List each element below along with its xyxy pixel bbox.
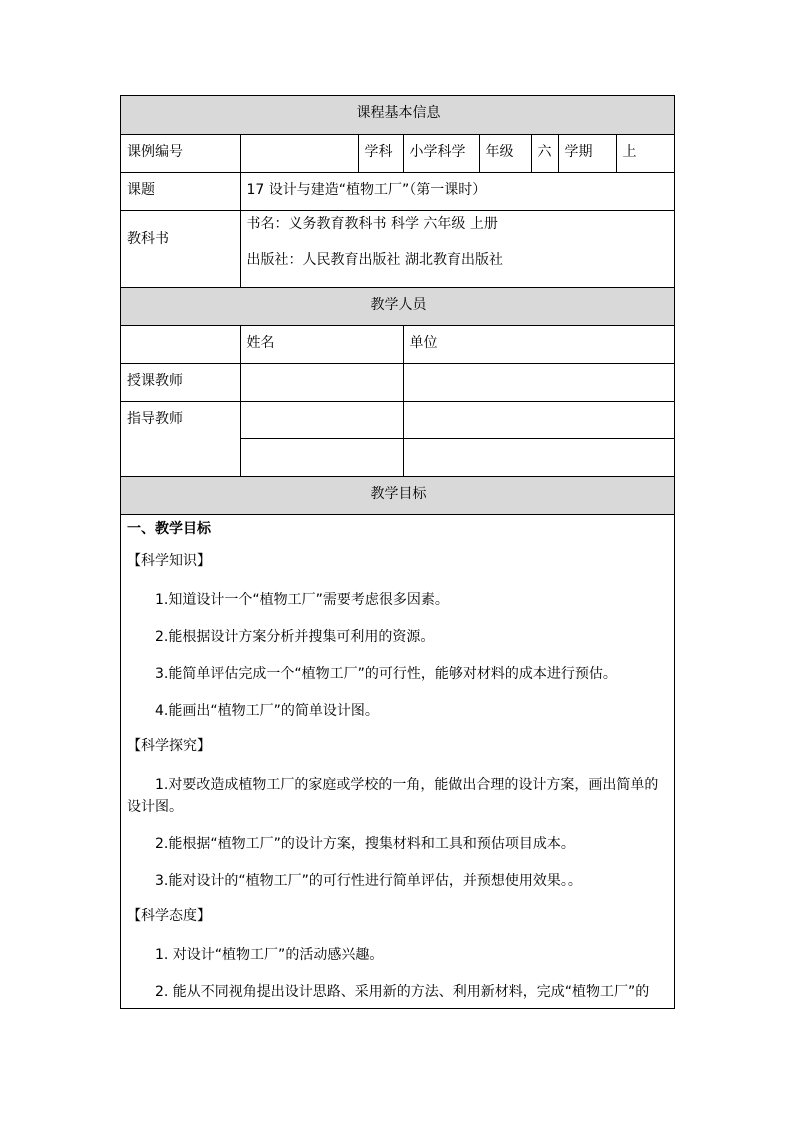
subject-value: 小学科学: [403, 134, 479, 172]
knowledge-item: 4.能画出“植物工厂”的简单设计图。: [155, 702, 379, 719]
advisor-unit-cell-2: [403, 438, 675, 476]
grade-value: 六: [531, 134, 558, 172]
teacher-label: 授课教师: [121, 363, 240, 401]
objectives-content: [121, 514, 674, 1003]
inquiry-item: 1.对要改造成植物工厂的家庭或学校的一角，能做出合理的设计方案，画出简单的设计图。: [127, 776, 659, 815]
course-code-label: 课例编号: [121, 134, 240, 172]
textbook-info: [240, 210, 675, 287]
teacher-unit-cell: [403, 363, 675, 401]
advisor-name-cell-2: [240, 438, 403, 476]
knowledge-item: 1.知道设计一个“植物工厂”需要考虑很多因素。: [155, 591, 449, 608]
knowledge-item: 2.能根据设计方案分析并搜集可利用的资源。: [155, 628, 435, 645]
section-header-basic-info: 课程基本信息: [121, 96, 675, 134]
basic-info-table: [121, 96, 675, 515]
advisor-label: 指导教师: [121, 401, 240, 476]
knowledge-item: 3.能简单评估完成一个“植物工厂”的可行性，能够对材料的成本进行预估。: [155, 665, 617, 682]
textbook-label: 教科书: [121, 210, 240, 287]
attitude-section-title: 【科学态度】: [127, 907, 211, 924]
attitude-item: 1. 对设计“植物工厂”的活动感兴趣。: [155, 946, 384, 963]
teacher-name-cell: [240, 363, 403, 401]
staff-corner-cell: [121, 325, 240, 363]
staff-unit-header: 单位: [403, 325, 675, 363]
section-header-objectives: 教学目标: [121, 476, 675, 514]
objectives-heading: 一、教学目标: [127, 520, 211, 537]
textbook-name: 书名：义务教育教科书 科学 六年级 上册: [246, 215, 498, 232]
lesson-plan-document: [120, 95, 675, 1009]
topic-value: 17 设计与建造“植物工厂”（第一课时）: [240, 172, 675, 210]
subject-label: 学科: [358, 134, 403, 172]
advisor-unit-cell-1: [403, 401, 675, 438]
staff-name-header: 姓名: [240, 325, 403, 363]
knowledge-section-title: 【科学知识】: [127, 552, 211, 569]
inquiry-item: 2.能根据“植物工厂”的设计方案，搜集材料和工具和预估项目成本。: [155, 835, 575, 852]
topic-label: 课题: [121, 172, 240, 210]
section-header-staff: 教学人员: [121, 287, 675, 325]
attitude-item: 2. 能从不同视角提出设计思路、采用新的方法、利用新材料，完成“植物工厂”的: [155, 983, 650, 1000]
advisor-name-cell-1: [240, 401, 403, 438]
textbook-publisher: 出版社：人民教育出版社 湖北教育出版社: [246, 251, 503, 268]
grade-label: 年级: [479, 134, 531, 172]
term-label: 学期: [558, 134, 616, 172]
inquiry-item: 3.能对设计的“植物工厂”的可行性进行简单评估，并预想使用效果。。: [155, 872, 582, 889]
inquiry-section-title: 【科学探究】: [127, 737, 211, 754]
term-value: 上: [616, 134, 675, 172]
course-code-value: [240, 134, 358, 172]
